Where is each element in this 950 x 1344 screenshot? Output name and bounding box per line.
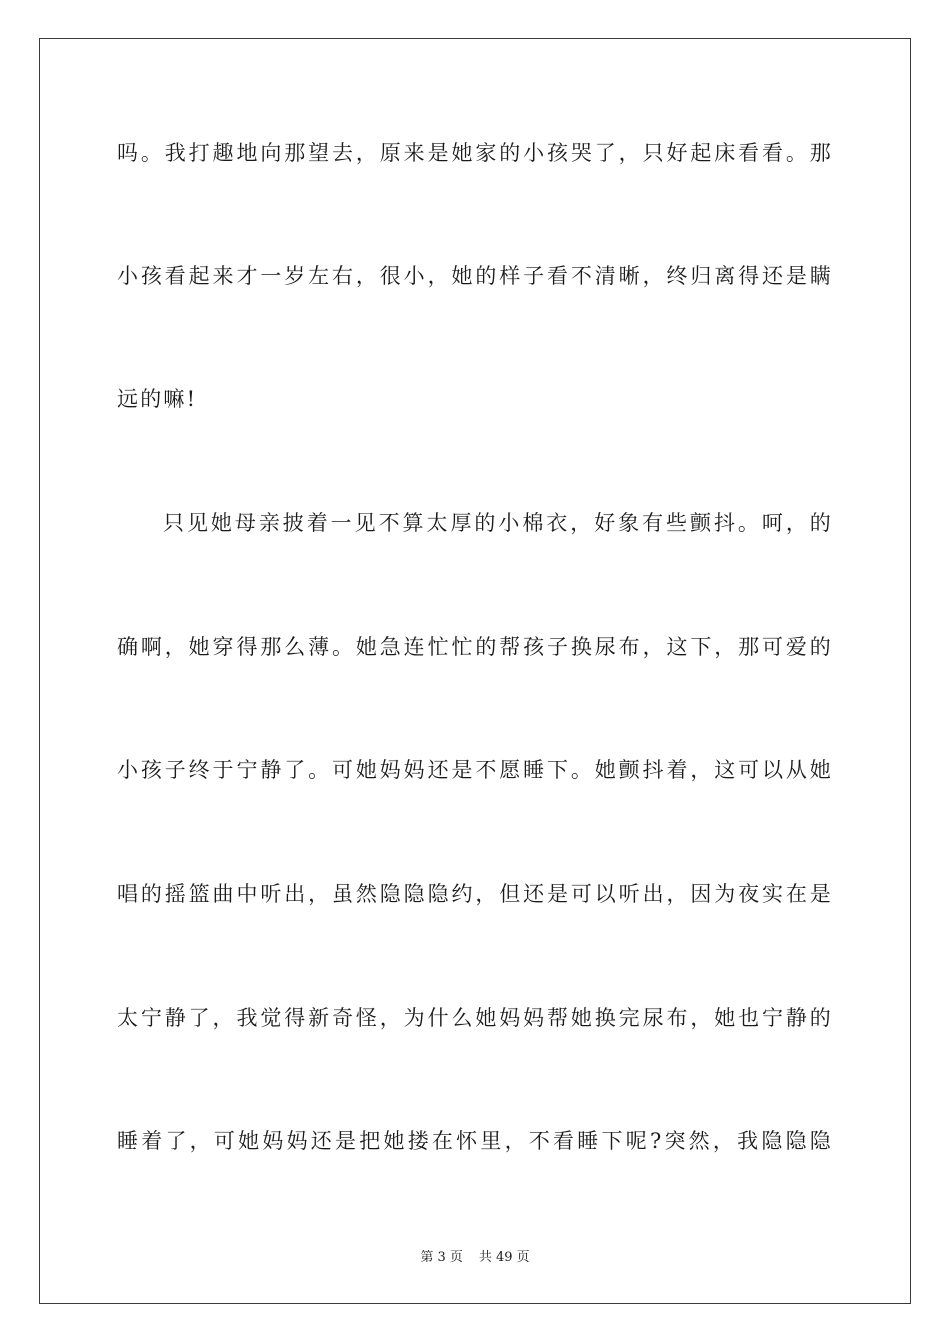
text-line: 太宁静了，我觉得新奇怪，为什么她妈妈帮她换完尿布，她也宁静的 <box>117 1006 833 1030</box>
text-line: 吗。我打趣地向那望去，原来是她家的小孩哭了，只好起床看看。那 <box>117 141 833 165</box>
text-line: 小孩看起来才一岁左右，很小，她的样子看不清晰，终归离得还是瞒 <box>117 264 833 288</box>
paragraph-first-line: 只见她母亲披着一见不算太厚的小棉衣，好象有些颤抖。呵，的 <box>163 511 833 535</box>
page-border <box>39 38 911 1304</box>
text-line: 小孩子终于宁静了。可她妈妈还是不愿睡下。她颤抖着，这可以从她 <box>117 758 833 782</box>
page-number: 第 3 页 <box>420 1250 463 1265</box>
page-footer <box>0 1246 950 1265</box>
page-total: 共 49 页 <box>478 1250 530 1265</box>
text-line: 远的嘛! <box>117 387 198 411</box>
text-line: 唱的摇篮曲中听出，虽然隐隐隐约，但还是可以听出，因为夜实在是 <box>117 882 833 906</box>
text-line: 确啊，她穿得那么薄。她急连忙忙的帮孩子换尿布，这下，那可爱的 <box>117 635 833 659</box>
text-line: 睡着了，可她妈妈还是把她搂在怀里，不看睡下呢?突然，我隐隐隐 <box>117 1129 833 1153</box>
